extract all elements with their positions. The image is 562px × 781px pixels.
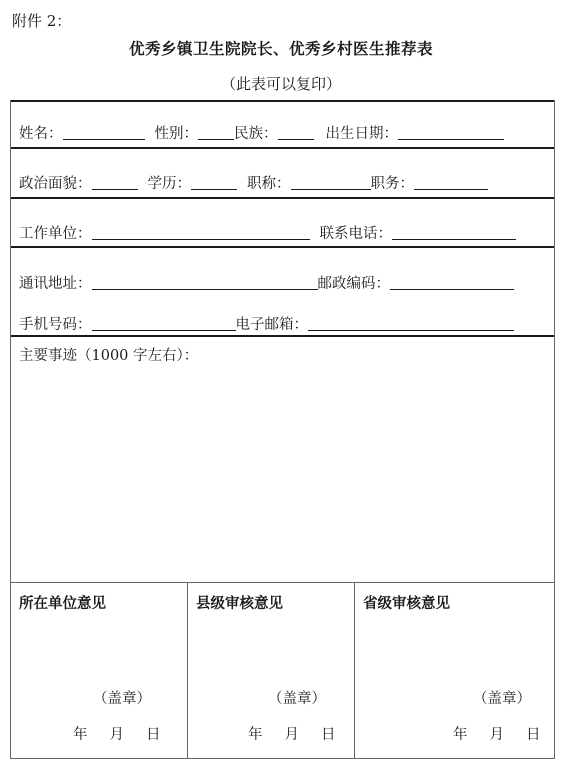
email-field[interactable] <box>308 329 514 331</box>
row-divider-3 <box>11 246 554 248</box>
unit-date-month: 月 <box>109 727 124 743</box>
row-profile <box>19 172 548 193</box>
professional-title-field[interactable] <box>291 188 371 190</box>
row-mobile-email <box>19 313 548 334</box>
postcode-field[interactable] <box>390 288 514 290</box>
form-top-border <box>11 100 554 102</box>
political-status-label: 政治面貌： <box>19 176 92 192</box>
province-date <box>453 723 541 744</box>
main-events-label: 主要事迹（1000 字左右）： <box>19 348 199 364</box>
birth-date-label: 出生日期： <box>325 126 398 142</box>
row-divider-1 <box>11 147 554 149</box>
row-address <box>19 272 548 293</box>
recommendation-form <box>10 100 555 759</box>
ethnicity-label: 民族： <box>234 126 278 142</box>
province-date-day: 日 <box>526 727 541 743</box>
political-status-field[interactable] <box>92 188 138 190</box>
row-basic-info <box>19 122 548 143</box>
birth-date-field[interactable] <box>398 138 504 140</box>
mobile-label: 手机号码： <box>19 317 92 333</box>
county-seal-label: （盖章） <box>268 691 326 707</box>
gender-field[interactable] <box>198 138 234 140</box>
name-field[interactable] <box>63 138 145 140</box>
province-date-year: 年 <box>453 727 468 743</box>
ethnicity-field[interactable] <box>278 138 314 140</box>
form-subtitle: （此表可以复印） <box>220 75 341 93</box>
unit-seal-label: （盖章） <box>93 691 151 707</box>
postcode-label: 邮政编码： <box>317 276 390 292</box>
name-label: 姓名： <box>19 126 63 142</box>
unit-date-year: 年 <box>73 727 88 743</box>
gender-label: 性别： <box>154 126 198 142</box>
address-field[interactable] <box>92 288 318 290</box>
attachment-label: 附件 2： <box>12 12 72 30</box>
position-label: 职务： <box>370 176 414 192</box>
county-opinion-heading: 县级审核意见 <box>196 595 283 612</box>
unit-opinion-heading: 所在单位意见 <box>19 595 106 612</box>
position-field[interactable] <box>414 188 488 190</box>
professional-title-label: 职称： <box>247 176 291 192</box>
contact-phone-field[interactable] <box>392 238 516 240</box>
row-divider-4 <box>11 335 554 337</box>
address-label: 通讯地址： <box>19 276 92 292</box>
form-title: 优秀乡镇卫生院院长、优秀乡村医生推荐表 <box>128 39 433 58</box>
opinion-section <box>11 582 554 759</box>
county-date-day: 日 <box>321 727 336 743</box>
county-date <box>248 723 336 744</box>
province-opinion-heading: 省级审核意见 <box>363 595 450 612</box>
row-divider-2 <box>11 197 554 199</box>
county-date-month: 月 <box>284 727 299 743</box>
province-opinion-cell[interactable] <box>354 582 554 759</box>
mobile-field[interactable] <box>92 329 236 331</box>
education-label: 学历： <box>147 176 191 192</box>
unit-date <box>73 723 161 744</box>
work-unit-field[interactable] <box>92 238 310 240</box>
education-field[interactable] <box>191 188 237 190</box>
row-work <box>19 222 548 243</box>
work-unit-label: 工作单位： <box>19 226 92 242</box>
unit-date-day: 日 <box>146 727 161 743</box>
county-opinion-cell[interactable] <box>187 582 355 759</box>
contact-phone-label: 联系电话： <box>319 226 392 242</box>
province-seal-label: （盖章） <box>473 691 531 707</box>
province-date-month: 月 <box>489 727 504 743</box>
email-label: 电子邮箱： <box>235 317 308 333</box>
unit-opinion-cell[interactable] <box>11 582 187 759</box>
county-date-year: 年 <box>248 727 263 743</box>
